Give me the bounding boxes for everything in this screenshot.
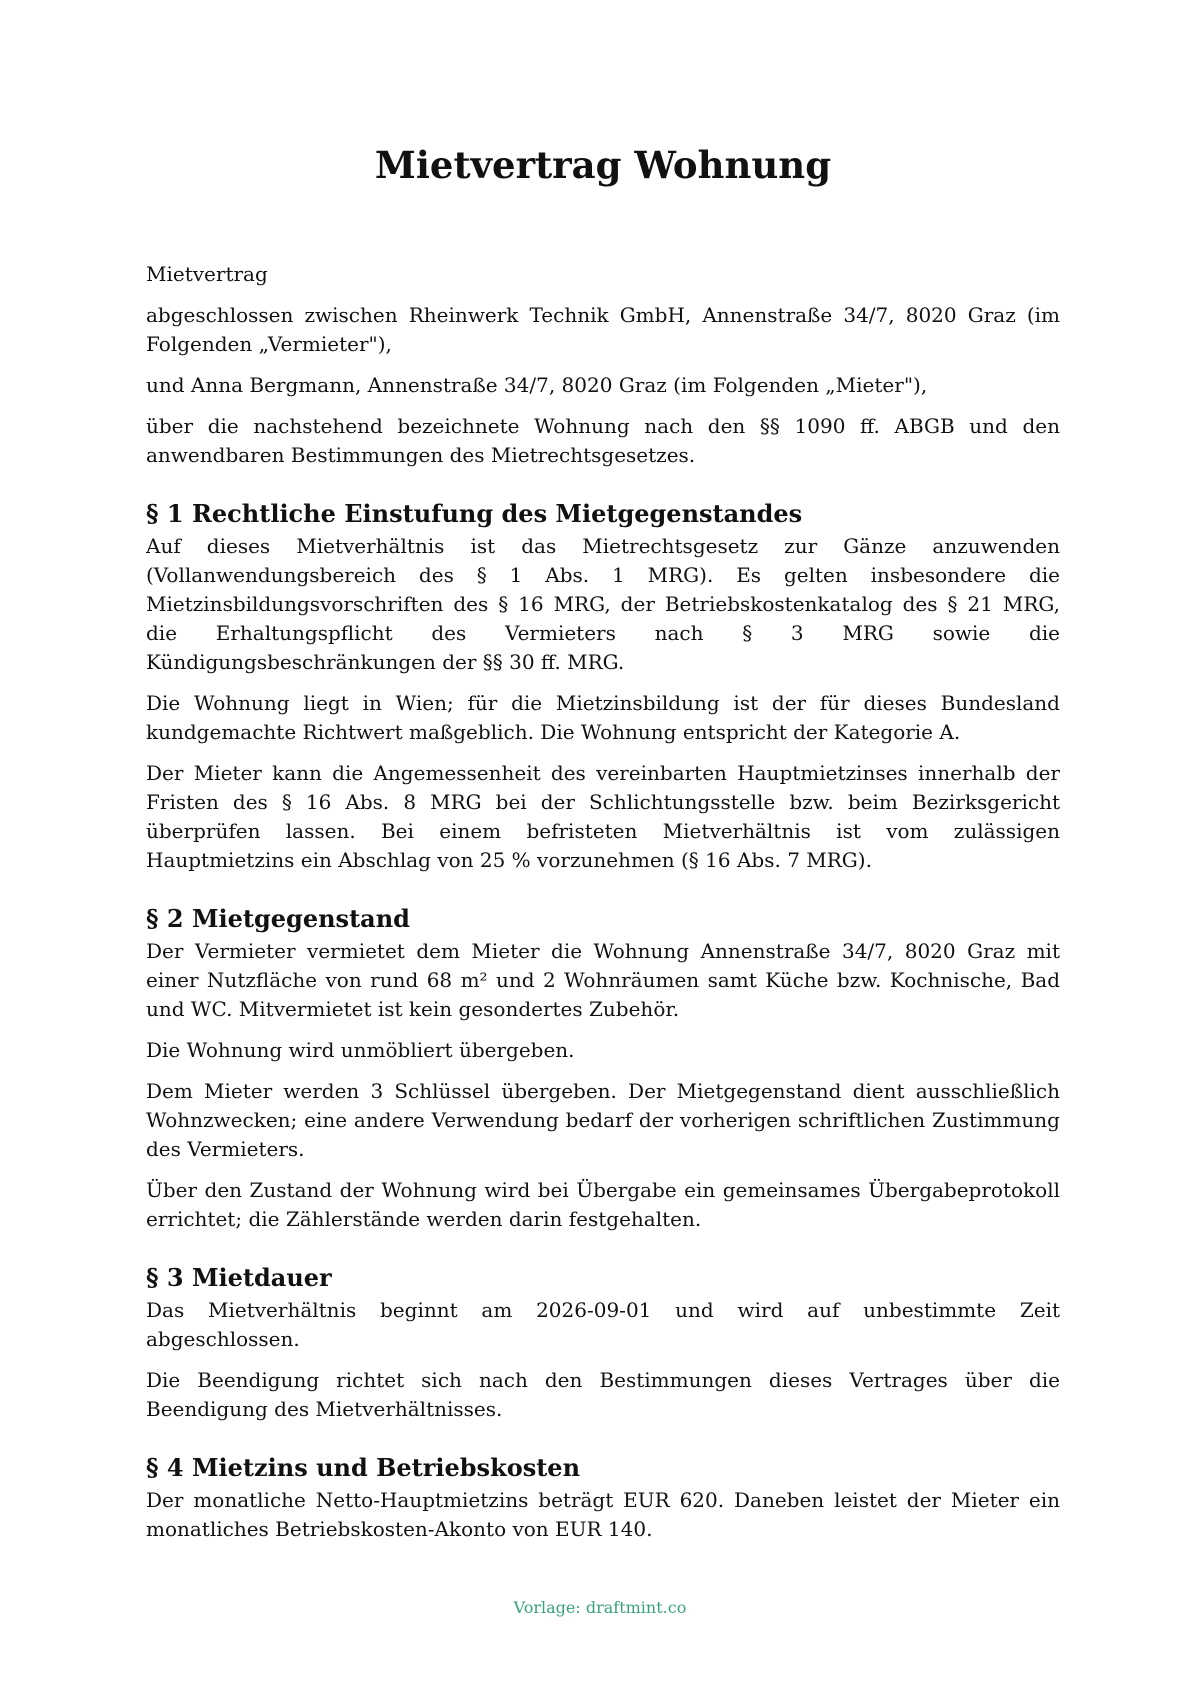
section-paragraph: Dem Mieter werden 3 Schlüssel übergeben. Der Mietgegenstand dient ausschließlich Wohnzwecken; eine andere Verwendung bedarf der vorherigen schriftlichen Zustimmung des Vermieters. [146,1079,1060,1161]
section-4 [146,1452,1060,1544]
section-2 [146,903,1060,1234]
intro-paragraph: und Anna Bergmann, Annenstraße 34/7, 8020 Graz (im Folgenden „Mieter"), [146,373,928,397]
intro-paragraph: Mietvertrag [146,262,268,286]
document-title: Mietvertrag Wohnung [374,143,832,187]
section-heading: § 4 Mietzins und Betriebskosten [146,1453,581,1482]
section-paragraph: Der monatliche Netto-Hauptmietzins beträgt EUR 620. Daneben leistet der Mieter ein monatliches Betriebskosten-Akonto von EUR 140. [146,1488,1060,1541]
section-paragraph: Das Mietverhältnis beginnt am 2026-09-01 und wird auf unbestimmte Zeit abgeschlossen. [146,1298,1060,1351]
intro-paragraph: über die nachstehend bezeichnete Wohnung nach den §§ 1090 ff. ABGB und den anwendbaren Bestimmungen des Mietrechtsgesetzes. [146,414,1060,467]
section-paragraph: Die Wohnung wird unmöbliert übergeben. [146,1038,575,1062]
section-heading: § 2 Mietgegenstand [146,904,410,933]
section-3 [146,1262,1060,1424]
section-paragraph: Die Beendigung richtet sich nach den Bestimmungen dieses Vertrages über die Beendigung des Mietverhältnisses. [146,1368,1060,1421]
intro-paragraph: abgeschlossen zwischen Rheinwerk Technik GmbH, Annenstraße 34/7, 8020 Graz (im Folgenden „Vermieter"), [146,303,1060,356]
section-1 [146,498,1060,875]
template-footer: Vorlage: draftmint.co [513,1598,687,1617]
section-paragraph: Der Vermieter vermietet dem Mieter die Wohnung Annenstraße 34/7, 8020 Graz mit einer Nutzfläche von rund 68 m² und 2 Wohnräumen samt Küche bzw. Kochnische, Bad und WC. Mitvermietet ist kein gesondertes Zubehör. [146,939,1060,1021]
section-heading: § 3 Mietdauer [146,1263,332,1292]
section-paragraph: Auf dieses Mietverhältnis ist das Mietrechtsgesetz zur Gänze anzuwenden (Vollanwendungsbereich des § 1 Abs. 1 MRG). Es gelten insbesondere die Mietzinsbildungsvorschriften des § 16 MRG, der Betriebskostenkatalog des § 21 MRG, die Erhaltungspflicht des Vermieters nach § 3 MRG sowie die Kündigungsbeschränkungen der §§ 30 ff. MRG. [146,534,1060,674]
intro-block [146,260,1060,470]
document-page [146,0,1060,1556]
section-paragraph: Der Mieter kann die Angemessenheit des vereinbarten Hauptmietzinses innerhalb der Fristen des § 16 Abs. 8 MRG bei der Schlichtungsstelle bzw. beim Bezirksgericht überprüfen lassen. Bei einem befristeten Mietverhältnis ist vom zulässigen Hauptmietzins ein Abschlag von 25 % vorzunehmen (§ 16 Abs. 7 MRG). [146,761,1060,872]
section-paragraph: Die Wohnung liegt in Wien; für die Mietzinsbildung ist der für dieses Bundesland kundgemachte Richtwert maßgeblich. Die Wohnung entspricht der Kategorie A. [146,691,1060,744]
section-paragraph: Über den Zustand der Wohnung wird bei Übergabe ein gemeinsames Übergabeprotokoll errichtet; die Zählerstände werden darin festgehalten. [146,1178,1060,1231]
section-heading: § 1 Rechtliche Einstufung des Mietgegenstandes [146,499,803,528]
